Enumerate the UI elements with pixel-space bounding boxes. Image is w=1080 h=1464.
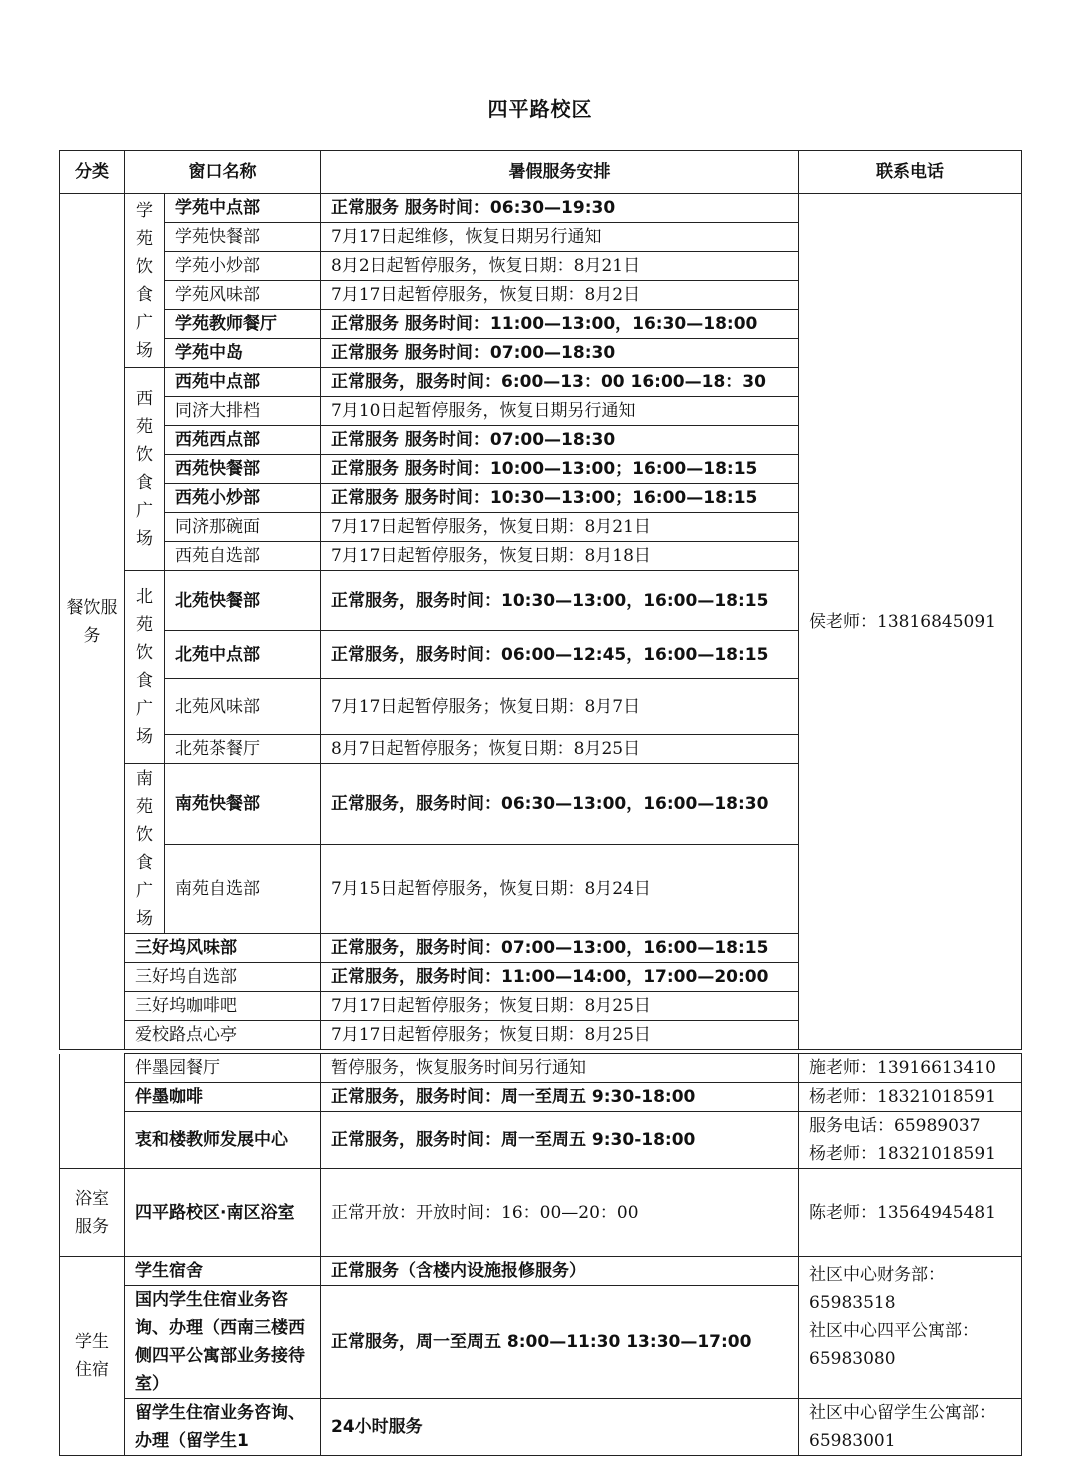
category-label: 学生住宿: [75, 1332, 109, 1380]
group-label: 北苑饮食广场: [136, 587, 153, 747]
window-name: 学苑教师餐厅: [165, 310, 321, 339]
window-name: 伴墨咖啡: [125, 1083, 321, 1112]
window-name: 三好坞咖啡吧: [125, 992, 321, 1021]
table-row: [60, 1399, 1022, 1456]
window-name: 学苑快餐部: [165, 223, 321, 252]
schedule-text: 7月17日起暂停服务，恢复日期：8月2日: [321, 281, 799, 310]
window-name: 北苑茶餐厅: [165, 735, 321, 764]
schedule-table-lower: [59, 1053, 1022, 1456]
dining-contact: 侯老师：13816845091: [799, 194, 1022, 1050]
schedule-text: 正常服务 服务时间：07:00—18:30: [321, 426, 799, 455]
group-xueyuan: [125, 194, 165, 368]
schedule-text: 正常服务，服务时间：06:00—12:45，16:00—18:15: [321, 631, 799, 679]
phone-cell: [799, 1112, 1022, 1169]
phone-text: 社区中心财务部：65983518: [809, 1265, 945, 1313]
header-arrangement: 暑假服务安排: [321, 151, 799, 194]
phone-cell: [799, 1257, 1022, 1399]
schedule-text: 正常服务（含楼内设施报修服务）: [321, 1257, 799, 1286]
schedule-text: 正常服务，服务时间：11:00—14:00，17:00—20:00: [321, 963, 799, 992]
window-name: 西苑西点部: [165, 426, 321, 455]
window-name: 留学生住宿业务咨询、办理（留学生1: [125, 1399, 321, 1456]
window-name: 西苑中点部: [165, 368, 321, 397]
schedule-text: 正常服务，服务时间：6:00—13：00 16:00—18：30: [321, 368, 799, 397]
schedule-text: 8月7日起暂停服务；恢复日期：8月25日: [321, 735, 799, 764]
phone-text: 服务电话：65989037: [809, 1116, 981, 1136]
schedule-text: 正常服务，服务时间：07:00—13:00，16:00—18:15: [321, 934, 799, 963]
window-name: 国内学生住宿业务咨询、办理（西南三楼西侧四平公寓部业务接待室）: [125, 1286, 321, 1399]
group-label: 西苑饮食广场: [136, 389, 153, 549]
group-label: 学苑饮食广场: [136, 200, 153, 361]
schedule-text: 7月17日起暂停服务，恢复日期：8月21日: [321, 513, 799, 542]
phone-text: 陈老师：13564945481: [799, 1169, 1022, 1257]
window-name: 三好坞风味部: [125, 934, 321, 963]
window-name: 四平路校区·南区浴室: [125, 1169, 321, 1257]
category-label: 浴室服务: [75, 1188, 109, 1237]
window-name: 学苑中岛: [165, 339, 321, 368]
window-name: 北苑中点部: [165, 631, 321, 679]
schedule-text: 正常服务 服务时间：11:00—13:00，16:30—18:00: [321, 310, 799, 339]
schedule-text: 正常服务 服务时间：10:30—13:00；16:00—18:15: [321, 484, 799, 513]
schedule-text: 7月17日起暂停服务；恢复日期：8月7日: [321, 679, 799, 735]
phone-text: 杨老师：18321018591: [799, 1083, 1022, 1112]
schedule-text: 8月2日起暂停服务，恢复日期：8月21日: [321, 252, 799, 281]
header-phone: 联系电话: [799, 151, 1022, 194]
phone-text: 社区中心四平公寓部：65983080: [809, 1321, 979, 1369]
schedule-text: 暂停服务，恢复服务时间另行通知: [321, 1054, 799, 1083]
window-name: 南苑快餐部: [165, 764, 321, 845]
window-name: 伴墨园餐厅: [125, 1054, 321, 1083]
schedule-text: 24小时服务: [321, 1399, 799, 1456]
schedule-text: 7月17日起维修，恢复日期另行通知: [321, 223, 799, 252]
schedule-table: [59, 150, 1022, 1050]
schedule-text: 7月17日起暂停服务；恢复日期：8月25日: [321, 992, 799, 1021]
window-name: 北苑快餐部: [165, 571, 321, 631]
page-title: 四平路校区: [487, 97, 593, 121]
window-name: 学生宿舍: [125, 1257, 321, 1286]
phone-text: 社区中心留学生公寓部：65983001: [799, 1399, 1022, 1456]
schedule-text: 正常服务 服务时间：07:00—18:30: [321, 339, 799, 368]
category-bath: [60, 1169, 125, 1257]
group-label: 南苑饮食广场: [136, 768, 153, 929]
schedule-text: 7月10日起暂停服务，恢复日期另行通知: [321, 397, 799, 426]
schedule-text: 正常开放：开放时间：16：00—20：00: [321, 1169, 799, 1257]
header-row: [60, 151, 1022, 194]
window-name: 南苑自选部: [165, 845, 321, 934]
phone-text: 施老师：13916613410: [799, 1054, 1022, 1083]
schedule-text: 7月17日起暂停服务；恢复日期：8月25日: [321, 1021, 799, 1050]
schedule-text: 正常服务，服务时间：06:30—13:00，16:00—18:30: [321, 764, 799, 845]
group-beiyuan: [125, 571, 165, 764]
table-row: [60, 194, 1022, 223]
window-name: 同济那碗面: [165, 513, 321, 542]
header-window: 窗口名称: [125, 151, 321, 194]
header-category: 分类: [60, 151, 125, 194]
phone-text: 杨老师：18321018591: [809, 1144, 996, 1164]
schedule-text: 正常服务，服务时间：10:30—13:00，16:00—18:15: [321, 571, 799, 631]
window-name: 北苑风味部: [165, 679, 321, 735]
window-name: 西苑自选部: [165, 542, 321, 571]
window-name: 西苑快餐部: [165, 455, 321, 484]
window-name: 学苑风味部: [165, 281, 321, 310]
window-name: 西苑小炒部: [165, 484, 321, 513]
window-name: 爱校路点心亭: [125, 1021, 321, 1050]
table-row: [60, 1083, 1022, 1112]
category-dining: 餐饮服务: [60, 194, 125, 1050]
table-row: [60, 1112, 1022, 1169]
category-housing: [60, 1257, 125, 1456]
schedule-text: 7月15日起暂停服务，恢复日期：8月24日: [321, 845, 799, 934]
schedule-text: 正常服务 服务时间：10:00—13:00；16:00—18:15: [321, 455, 799, 484]
window-name: 同济大排档: [165, 397, 321, 426]
schedule-text: 正常服务，服务时间：周一至周五 9:30-18:00: [321, 1112, 799, 1169]
window-name: 学苑中点部: [165, 194, 321, 223]
table-row: [60, 1169, 1022, 1257]
window-name: 衷和楼教师发展中心: [125, 1112, 321, 1169]
schedule-text: 正常服务 服务时间：06:30—19:30: [321, 194, 799, 223]
schedule-text: 7月17日起暂停服务，恢复日期：8月18日: [321, 542, 799, 571]
schedule-text: 正常服务，周一至周五 8:00—11:30 13:30—17:00: [321, 1286, 799, 1399]
table-row: [60, 1054, 1022, 1083]
window-name: 学苑小炒部: [165, 252, 321, 281]
window-name: 三好坞自选部: [125, 963, 321, 992]
group-xiyuan: [125, 368, 165, 571]
schedule-text: 正常服务，服务时间：周一至周五 9:30-18:00: [321, 1083, 799, 1112]
category-dining-cont: [60, 1054, 125, 1169]
group-nanyuan: [125, 764, 165, 934]
table-row: [60, 1257, 1022, 1286]
